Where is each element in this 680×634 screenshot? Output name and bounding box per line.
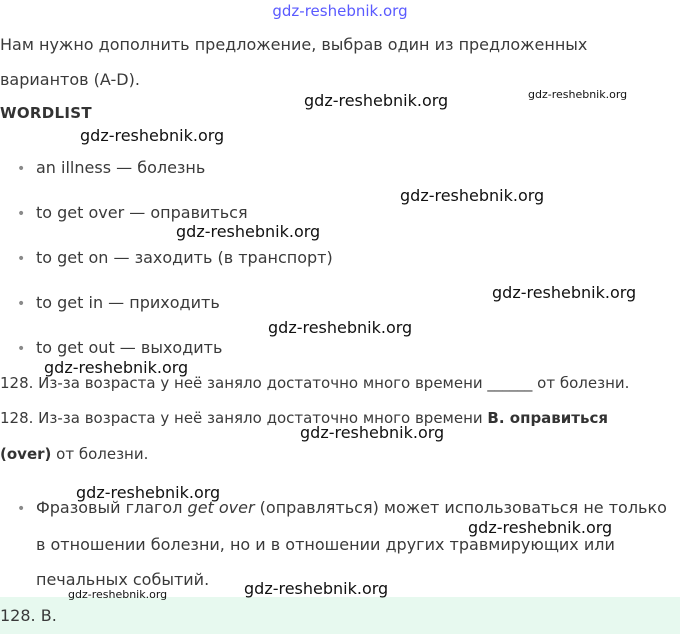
watermark: gdz-reshebnik.org: [268, 318, 413, 337]
explanation-part-1: Фразовый глагол: [36, 498, 188, 517]
watermark: gdz-reshebnik.org: [300, 423, 445, 442]
bullet-icon: •: [17, 501, 26, 517]
wordlist-item: to get over — оправиться: [36, 203, 248, 222]
watermark: gdz-reshebnik.org: [244, 579, 389, 598]
explanation-line-2: в отношении болезни, но и в отношении других травмирующих или: [36, 535, 615, 554]
intro-line-2: вариантов (A-D).: [0, 70, 140, 89]
bullet-icon: •: [17, 206, 26, 222]
task-question: 128. Из-за возраста у неё заняло достаточно много времени ______ от болезни.: [0, 374, 630, 392]
watermark: gdz-reshebnik.org: [44, 358, 189, 377]
bullet-icon: •: [17, 296, 26, 312]
wordlist-heading: WORDLIST: [0, 104, 92, 122]
wordlist-item: an illness — болезнь: [36, 158, 206, 177]
task-answer-suffix: от болезни.: [51, 445, 149, 463]
intro-line-1: Нам нужно дополнить предложение, выбрав один из предложенных: [0, 35, 588, 54]
bullet-icon: •: [17, 161, 26, 177]
watermark: gdz-reshebnik.org: [80, 126, 225, 145]
bullet-icon: •: [17, 251, 26, 267]
explanation-line-3: печальных событий.: [36, 570, 210, 589]
bullet-icon: •: [17, 341, 26, 357]
explanation-phrase: get over: [187, 498, 255, 517]
task-answer-prefix: 128. Из-за возраста у неё заняло достаточно много времени: [0, 409, 488, 427]
watermark: gdz-reshebnik.org: [76, 483, 221, 502]
wordlist-item: to get on — заходить (в транспорт): [36, 248, 333, 267]
wordlist-item: to get out — выходить: [36, 338, 223, 357]
watermark: gdz-reshebnik.org: [400, 186, 545, 205]
watermark: gdz-reshebnik.org: [176, 222, 321, 241]
explanation-part-2: (оправляться) может использоваться не только: [254, 498, 667, 517]
watermark: gdz-reshebnik.org: [304, 91, 449, 110]
watermark: gdz-reshebnik.org: [68, 588, 168, 601]
watermark-top: gdz-reshebnik.org: [272, 2, 408, 20]
answer-bar: [0, 597, 680, 634]
task-answer-line-2: [0, 444, 148, 464]
task-answer-choice: B. оправиться: [487, 409, 609, 427]
watermark: gdz-reshebnik.org: [528, 88, 628, 101]
final-answer: 128. B.: [0, 606, 57, 625]
watermark: gdz-reshebnik.org: [492, 283, 637, 302]
watermark: gdz-reshebnik.org: [468, 518, 613, 537]
task-answer-word: (over): [0, 445, 52, 463]
wordlist-item: to get in — приходить: [36, 293, 220, 312]
